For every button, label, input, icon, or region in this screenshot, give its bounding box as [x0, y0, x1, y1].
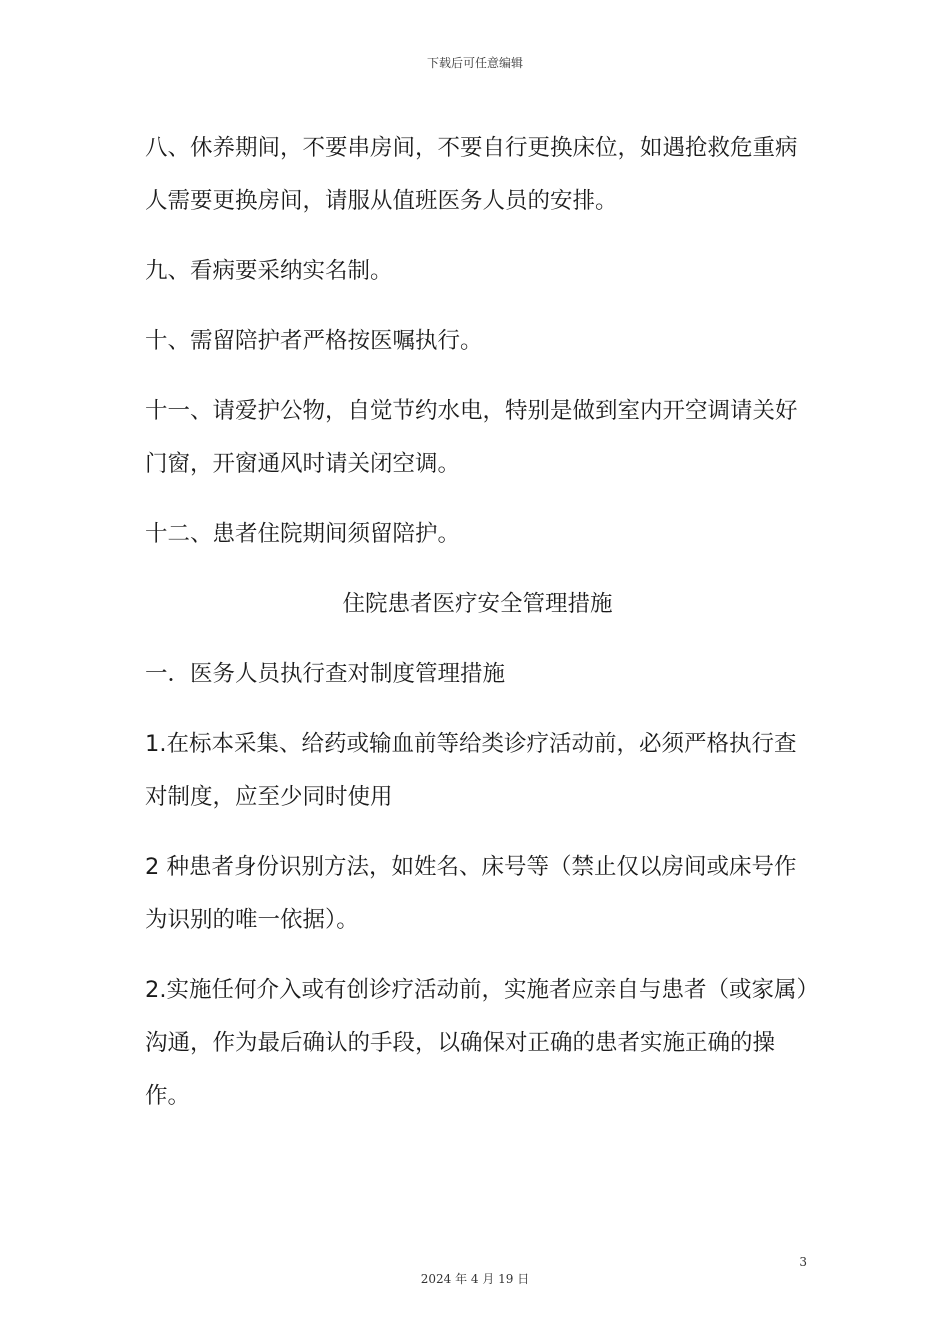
- section-title: 住院患者医疗安全管理措施: [342, 591, 613, 617]
- paragraph-10: 十、需留陪护者严格按医嘱执行。: [145, 328, 483, 354]
- measure-item-3: 2.实施任何介入或有创诊疗活动前，实施者应亲自与患者（或家属）沟通，作为最后确认的手段，以确保对正确的患者实施正确的操作。: [145, 977, 808, 1109]
- document-body: [145, 122, 810, 1140]
- section-heading-1: 一．医务人员执行查对制度管理措施: [145, 661, 506, 687]
- paragraph-12: 十二、患者住院期间须留陪护。: [145, 521, 461, 547]
- paragraph-9: 九、看病要采纳实名制。: [145, 258, 393, 284]
- measure-item-1: 1.在标本采集、给药或输血前等给类诊疗活动前，必须严格执行查对制度，应至少同时使用: [145, 731, 797, 810]
- page-header: 下载后可任意编辑: [426, 56, 523, 70]
- paragraph-11: 十一、请爱护公物，自觉节约水电，特别是做到室内开空调请关好门窗，开窗通风时请关闭空调。: [145, 398, 798, 477]
- page-number: 3: [799, 1255, 807, 1269]
- measure-item-2: 2 种患者身份识别方法，如姓名、床号等（禁止仅以房间或床号作为识别的唯一依据）。: [145, 854, 797, 933]
- paragraph-8: 八、休养期间，不要串房间，不要自行更换床位，如遇抢救危重病人需要更换房间，请服从值班医务人员的安排。: [145, 135, 798, 214]
- page-footer-date: 2024 年 4 月 19 日: [420, 1272, 530, 1286]
